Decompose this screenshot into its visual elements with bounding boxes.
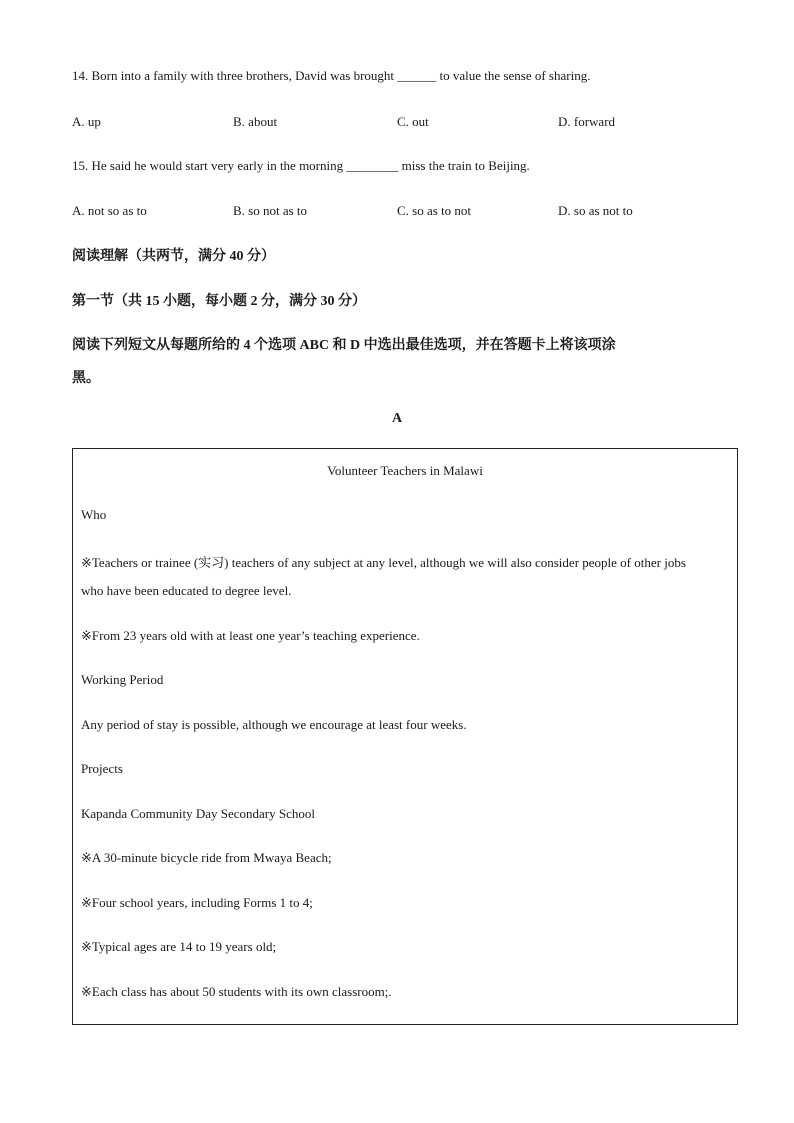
passage-box <box>72 448 738 1025</box>
passage-title: Volunteer Teachers in Malawi <box>327 463 483 478</box>
passage-label: A <box>391 411 403 426</box>
project-item: ※A 30-minute bicycle ride from Mwaya Beach; <box>81 850 332 865</box>
project-item: ※Typical ages are 14 to 19 years old; <box>81 939 277 954</box>
working-period-text: Any period of stay is possible, although we encourage at least four weeks. <box>81 717 467 732</box>
project-item: ※Four school years, including Forms 1 to 4; <box>81 895 313 910</box>
q14-option-c: C. out <box>397 114 429 129</box>
who-item-1-line-1: ※Teachers or trainee (实习) teachers of any subject at any level, although we will also consider people of other jobs <box>81 555 686 570</box>
who-item-1-line-2: who have been educated to degree level. <box>81 583 292 598</box>
working-period-heading: Working Period <box>81 672 164 687</box>
q15-option-a: A. not so as to <box>72 203 147 218</box>
q15-stem: 15. He said he would start very early in the morning ________ miss the train to Beijing. <box>72 158 530 173</box>
q14-option-a: A. up <box>72 114 101 129</box>
projects-heading: Projects <box>81 761 123 776</box>
q15-option-c: C. so as to not <box>397 203 472 218</box>
instruction-line-1: 阅读下列短文从每题所给的 4 个选项 ABC 和 D 中选出最佳选项，并在答题卡上将该项涂 <box>72 338 616 353</box>
q15-option-b: B. so not as to <box>233 203 308 218</box>
who-heading: Who <box>81 507 107 522</box>
school-name: Kapanda Community Day Secondary School <box>81 806 315 821</box>
part1-heading: 第一节（共 15 小题，每小题 2 分，满分 30 分） <box>72 294 366 309</box>
q15-option-d: D. so as not to <box>558 203 633 218</box>
who-item-2: ※From 23 years old with at least one year’s teaching experience. <box>81 628 420 643</box>
q14-option-b: B. about <box>233 114 278 129</box>
instruction-line-2: 黑。 <box>72 371 100 386</box>
q14-option-d: D. forward <box>558 114 616 129</box>
project-item: ※Each class has about 50 students with its own classroom;. <box>81 984 392 999</box>
section-heading: 阅读理解（共两节，满分 40 分） <box>72 249 275 264</box>
q14-stem: 14. Born into a family with three brothers, David was brought ______ to value the sense of sharing. <box>72 68 591 83</box>
